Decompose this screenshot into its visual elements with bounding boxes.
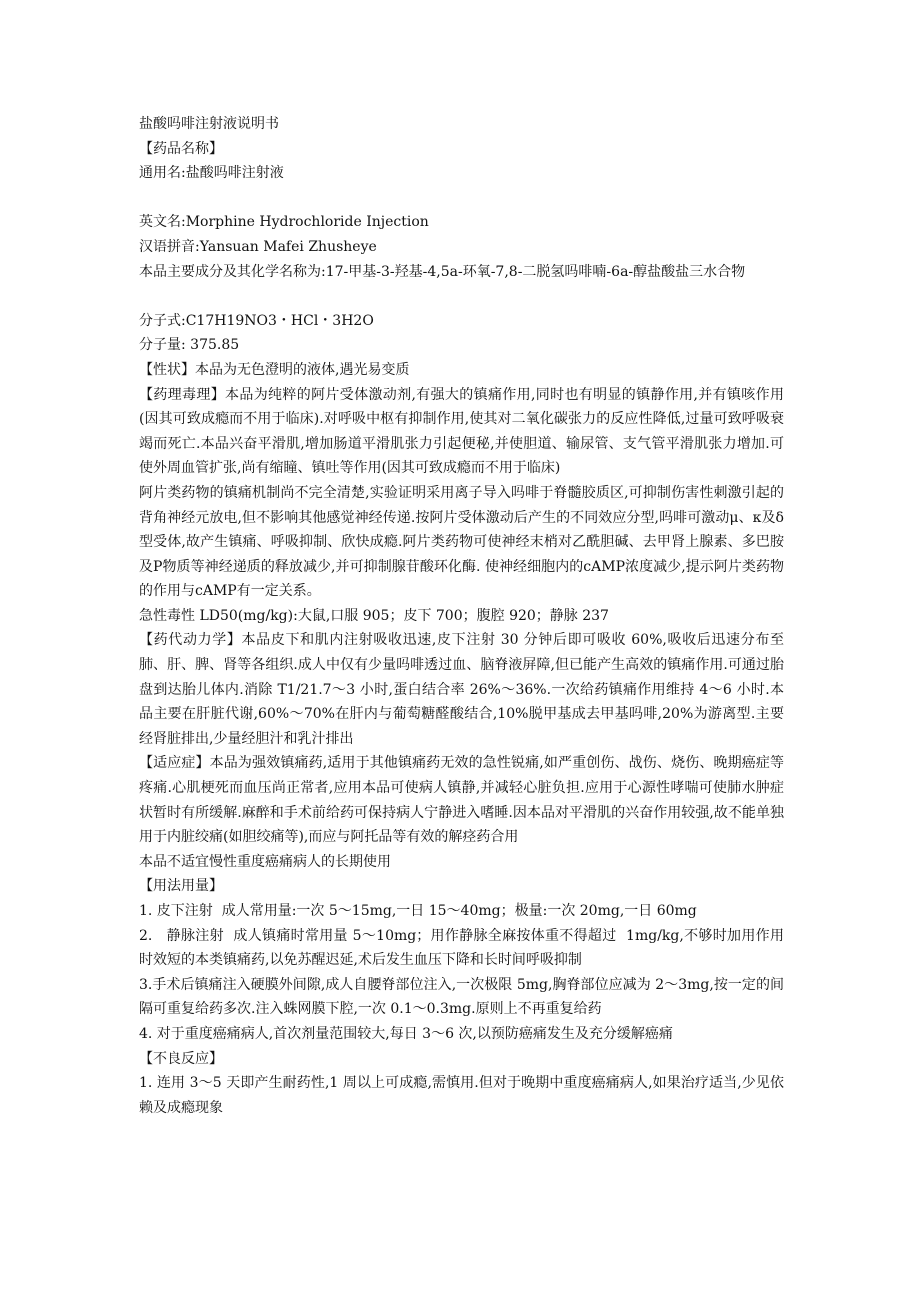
paragraph: 分子量: 375.85 <box>139 337 240 354</box>
blank-line <box>139 284 784 309</box>
blank-line <box>139 186 784 211</box>
paragraph: 【性状】本品为无色澄明的液体,遇光易变质 <box>139 361 410 378</box>
paragraph: 【药代动力学】本品皮下和肌内注射吸收迅速,皮下注射 30 分钟后即可吸收 60%,吸收后迅速分布至肺、肝、脾、肾等各组织.成人中仅有少量吗啡透过血、脑脊液屏障,但已能产生高效的镇痛作用.可通过胎盘到达胎儿体内.消除 T1/21.7～3 小时,蛋白结合率 26%～36%.一次给药镇痛作用维持 4～6 小时.本品主要在肝脏代谢,60%～70%在肝内与葡萄糖醛酸结合,10%脱甲基成去甲基吗啡,20%为游离型.主要经肾脏排出,少量经胆汁和乳汁排出 <box>139 632 784 747</box>
paragraph: 阿片类药物的镇痛机制尚不完全清楚,实验证明采用离子导入吗啡于脊髓胶质区,可抑制伤害性刺激引起的背角神经元放电,但不影响其他感觉神经传递.按阿片受体激动后产生的不同效应分型,吗啡可激动μ、κ及δ型受体,故产生镇痛、呼吸抑制、欣快成瘾.阿片类药物可使神经末梢对乙酰胆碱、去甲肾上腺素、多巴胺及P物质等神经递质的释放减少,并可抑制腺苷酸环化酶. 使神经细胞内的cAMP浓度减少,提示阿片类药物的作用与cAMP有一定关系。 <box>139 484 784 600</box>
document-body <box>139 112 784 1120</box>
paragraph: 英文名:Morphine Hydrochloride Injection <box>139 214 429 231</box>
document-title: 盐酸吗啡注射液说明书 <box>139 116 279 132</box>
paragraph: 通用名:盐酸吗啡注射液 <box>139 165 284 182</box>
paragraph: 【适应症】本品为强效镇痛药,适用于其他镇痛药无效的急性锐痛,如严重创伤、战伤、烧伤、晚期癌症等疼痛.心肌梗死而血压尚正常者,应用本品可使病人镇静,并减轻心脏负担.应用于心源性哮喘可使肺水肿症状暂时有所缓解.麻醉和手术前给药可保持病人宁静进入嗜睡.因本品对平滑肌的兴奋作用较强,故不能单独用于内脏绞痛(如胆绞痛等),而应与阿托品等有效的解痉药合用 <box>139 755 784 846</box>
document-lines <box>139 137 784 1121</box>
paragraph: 4. 对于重度癌痛病人,首次剂量范围较大,每日 3～6 次,以预防癌痛发生及充分缓解癌痛 <box>139 1025 673 1042</box>
paragraph: 【用法用量】 <box>139 878 223 895</box>
paragraph: 【药品名称】 <box>139 140 223 157</box>
paragraph: 分子式:C17H19NO3・HCl・3H2O <box>139 312 374 329</box>
paragraph: 汉语拼音:Yansuan Mafei Zhusheye <box>139 238 377 255</box>
paragraph: 本品主要成分及其化学名称为:17-甲基-3-羟基-4,5a-环氧-7,8-二脱氢吗啡喃-6a-醇盐酸盐三水合物 <box>139 263 746 280</box>
paragraph: 1. 皮下注射 成人常用量:一次 5～15mg,一日 15～40mg；极量:一次 20mg,一日 60mg <box>139 903 697 919</box>
paragraph: 1. 连用 3～5 天即产生耐药性,1 周以上可成瘾,需慎用.但对于晚期中重度癌痛病人,如果治疗适当,少见依赖及成瘾现象 <box>139 1075 784 1116</box>
paragraph: 【不良反应】 <box>139 1050 223 1067</box>
paragraph: 急性毒性 LD50(mg/kg):大鼠,口服 905；皮下 700；腹腔 920；静脉 237 <box>139 607 609 624</box>
paragraph: 本品不适宜慢性重度癌痛病人的长期使用 <box>139 853 391 870</box>
paragraph: 2. 静脉注射 成人镇痛时常用量 5～10mg；用作静脉全麻按体重不得超过 1mg/kg,不够时加用作用时效短的本类镇痛药,以免苏醒迟延,术后发生血压下降和长时间呼吸抑制 <box>139 927 784 969</box>
paragraph: 【药理毒理】本品为纯粹的阿片受体激动剂,有强大的镇痛作用,同时也有明显的镇静作用,并有镇咳作用(因其可致成瘾而不用于临床).对呼吸中枢有抑制作用,使其对二氧化碳张力的反应性降低,过量可致呼吸衰竭而死亡.本品兴奋平滑肌,增加肠道平滑肌张力引起便秘,并使胆道、输尿管、支气管平滑肌张力增加.可使外周血管扩张,尚有缩瞳、镇吐等作用(因其可致成瘾而不用于临床) <box>139 386 784 477</box>
paragraph: 3.手术后镇痛注入硬膜外间隙,成人自腰脊部位注入,一次极限 5mg,胸脊部位应减为 2～3mg,按一定的间隔可重复给药多次.注入蛛网膜下腔,一次 0.1～0.3mg.原则上不再重复给药 <box>139 976 784 1018</box>
